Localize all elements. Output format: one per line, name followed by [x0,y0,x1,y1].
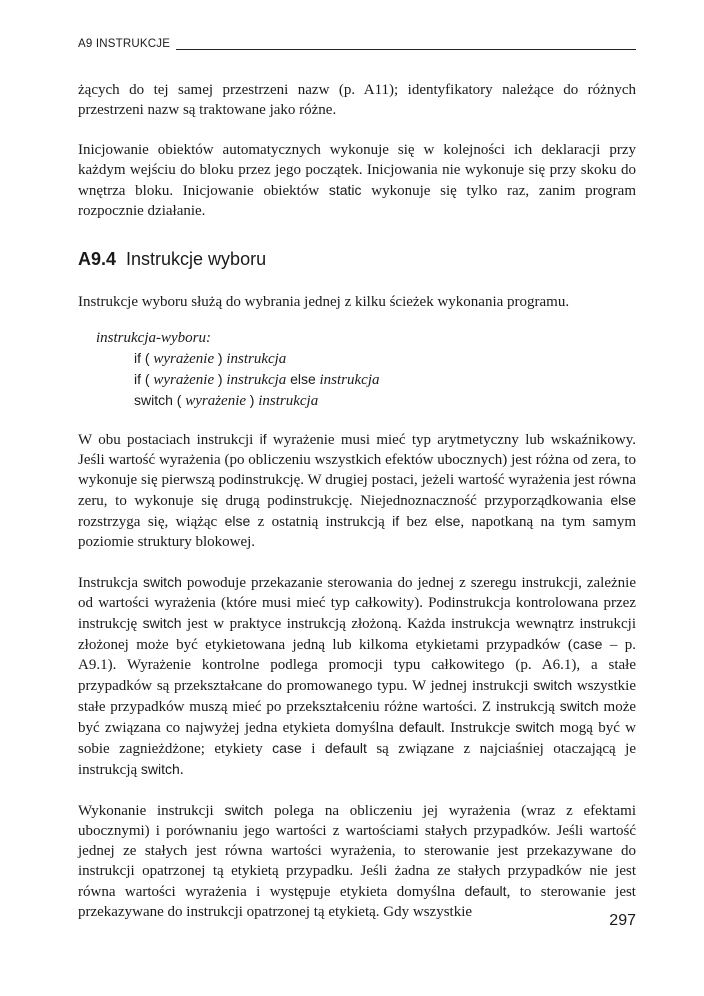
grammar-line-3: switch ( wyrażenie ) instrukcja [134,392,319,409]
body-text [78,80,636,942]
paragraph-6: Wykonanie instrukcji switch polega na obliczeniu jej wyrażenia (wraz z efektami ubocznymi) i porównaniu jego wartości z wartościami stałych przypadków. Jeśli wartość jednej ze stałych jest równa wartości wyrażenia, to sterowanie jest przekazywane do instrukcji opatrzonej tą etykietą przypadku. Jeśli żadna ze stałych przypadków nie jest równa wartości wyrażenia i występuje etykieta domyślna default, to sterowanie jest przekazywane do instrukcji opatrzonej tą etykietą. Gdy wszystkie [78,802,636,920]
section-number: A9.4 [78,249,117,269]
running-header [78,38,636,50]
paragraph-4: W obu postaciach instrukcji if wyrażenie musi mieć typ arytmetyczny lub wskaźnikowy. Jeśli wartość wyrażenia (po obliczeniu wszystkich efektów ubocznych) jest różna od zera, to wykonuje się pierwszą podinstrukcję. W drugiej postaci, jeżeli wartość wyrażenia jest równa zeru, to wykonuje się drugą podinstrukcję. Niejednoznaczność przyporządkowania else rozstrzyga się, wiążąc else z ostatnią instrukcją if bez else, napotkaną na tym samym poziomie struktury blokowej. [78,431,637,550]
section-title: Instrukcje wyboru [126,249,267,269]
grammar-block [96,328,636,411]
section-heading [78,248,636,270]
grammar-rule-name: instrukcja-wyboru: [96,330,211,346]
paragraph-1: żących do tej samej przestrzeni nazw (p. A11); identyfikatory należące do różnych przestrzeni nazw są traktowane jako różne. [78,82,636,118]
page-number: 297 [609,912,636,929]
paragraph-3: Instrukcje wyboru służą do wybrania jednej z kilku ścieżek wykonania programu. [78,294,570,310]
chapter-title: A9 INSTRUKCJE [78,38,171,50]
grammar-line-2: if ( wyrażenie ) instrukcja else instrukcja [134,371,380,388]
grammar-line-1: if ( wyrażenie ) instrukcja [134,350,287,367]
paragraph-2: Inicjowanie obiektów automatycznych wykonuje się w kolejności ich deklaracji przy każdym wejściu do bloku przez jego początek. Inicjowania nie wykonuje się przy skoku do wnętrza bloku. Inicjowanie obiektów static wykonuje się tylko raz, zanim program rozpocznie działanie. [78,142,636,219]
keyword-static: static [328,182,362,198]
paragraph-5: Instrukcja switch powoduje przekazanie sterowania do jednej z szeregu instrukcji, zależnie od wartości wyrażenia (które musi mieć typ całkowity). Podinstrukcja kontrolowana przez instrukcję switch jest w praktyce instrukcją złożoną. Każda instrukcja wewnątrz instrukcji złożonej może być etykietowana jedną lub kilkoma etykietami przypadków (case – p. A9.1). Wyrażenie kontrolne podlega promocji typu całkowitego (p. A6.1), a stałe przypadków są przekształcane do promowanego typu. W jednej instrukcji switch wszystkie stałe przypadków muszą mieć po przekształceniu różne wartości. Z instrukcją switch może być związana co najwyżej jedna etykieta domyślna default. Instrukcje switch mogą być w sobie zagnieżdżone; etykiety case i default są związane z najciaśniej otaczającą je instrukcją switch. [78,574,637,778]
header-rule [176,40,636,50]
